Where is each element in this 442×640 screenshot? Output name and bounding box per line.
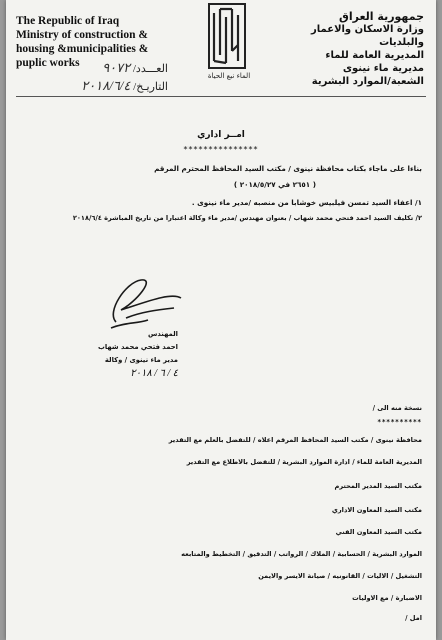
- signature-name: احمد فتحي محمد شهاب: [98, 343, 178, 351]
- ministry-logo: [208, 3, 246, 69]
- body-item-1: ١/ اعفاء السيد تمسن فيلبيس خوشابا من منصبه /مدير ماء نينوى .: [191, 198, 422, 207]
- copy-item-4: مكتب السيد المعاون الاداري: [331, 506, 422, 514]
- ar-line-2: وزارة الاسكان والاعمار والبلديات: [311, 24, 424, 48]
- en-line-3: housing &municipalities &: [16, 43, 149, 55]
- body-line-2: ( ٢٦٥١ في ٢٠١٨/٥/٢٧ ): [233, 180, 316, 189]
- signature-block: [78, 328, 178, 380]
- logo-caption: الماء نبع الحياة: [207, 72, 251, 80]
- document-page: [6, 0, 436, 640]
- en-line-4: puplic works: [16, 57, 80, 69]
- signature-position: مدير ماء نينوى / وكالة: [104, 356, 178, 364]
- copy-item-7: التشغيل / الاليات / القانونيه / صيانة الايسر والايمن: [258, 572, 422, 580]
- en-line-2: Ministry of construction &: [16, 29, 148, 41]
- copy-item-1: محافظة نينوى / مكتب السيد المحافظ المرقم اعلاه / للتفضل بالعلم مع التقدير: [168, 436, 422, 444]
- body-item-2: ٢/ تكليف السيد احمد فتحي محمد شهاب / بعنوان مهندس /مدير ماء وكالة اعتبارا من تاريخ المباشرة ٢٠١٨/٦/٤: [72, 214, 422, 222]
- copies-stars: **********: [377, 418, 422, 426]
- copy-item-9: امل /: [405, 614, 422, 622]
- en-line-1: The Republic of Iraq: [16, 15, 120, 27]
- title-stars: ***************: [183, 145, 259, 154]
- copy-item-2: المديرية العامة للماء / ادارة الموارد البشرية / للتفضل بالاطلاع مع التقدير: [186, 458, 422, 466]
- arabic-letterhead: [284, 10, 424, 88]
- handwritten-signature: [86, 272, 186, 332]
- body-line-1: بناءا على ماجاء بكتاب محافظة نينوى / مكتب السيد المحافظ المحترم المرقم: [154, 164, 422, 173]
- copies-header: نسخة منه الى /: [372, 404, 422, 412]
- signature-title: المهندس: [147, 330, 178, 338]
- header-divider: [16, 96, 426, 97]
- signature-date: ٤ / ٦ / ٢٠١٨: [130, 368, 178, 379]
- document-title: امــر اداري: [197, 130, 245, 140]
- ar-line-4: مديرية ماء نينوى: [342, 63, 424, 74]
- copy-item-3: مكتب السيد المدير المحترم: [334, 482, 422, 490]
- ar-line-1: جمهورية العراق: [339, 10, 424, 23]
- reference-date: [28, 78, 168, 94]
- copy-item-6: الموارد البشرية / الحسابية / الملاك / الرواتب / التدقيق / التخطيط والمتابعه: [181, 550, 422, 558]
- date-label: التاريـخ/: [133, 81, 168, 93]
- ar-line-5: الشعبة/الموارد البشرية: [311, 76, 424, 87]
- number-label: العـــدد/: [132, 63, 168, 75]
- copy-item-8: الاضبارة / مع الاوليات: [352, 594, 422, 602]
- copy-item-5: مكتب السيد المعاون الفني: [335, 528, 422, 536]
- ar-line-3: المديرية العامة للماء: [325, 50, 424, 61]
- number-value: ٩٠٧٢: [102, 60, 131, 75]
- date-value: ٢٠١٨/٦/٤: [81, 78, 131, 93]
- reference-number: [28, 60, 168, 76]
